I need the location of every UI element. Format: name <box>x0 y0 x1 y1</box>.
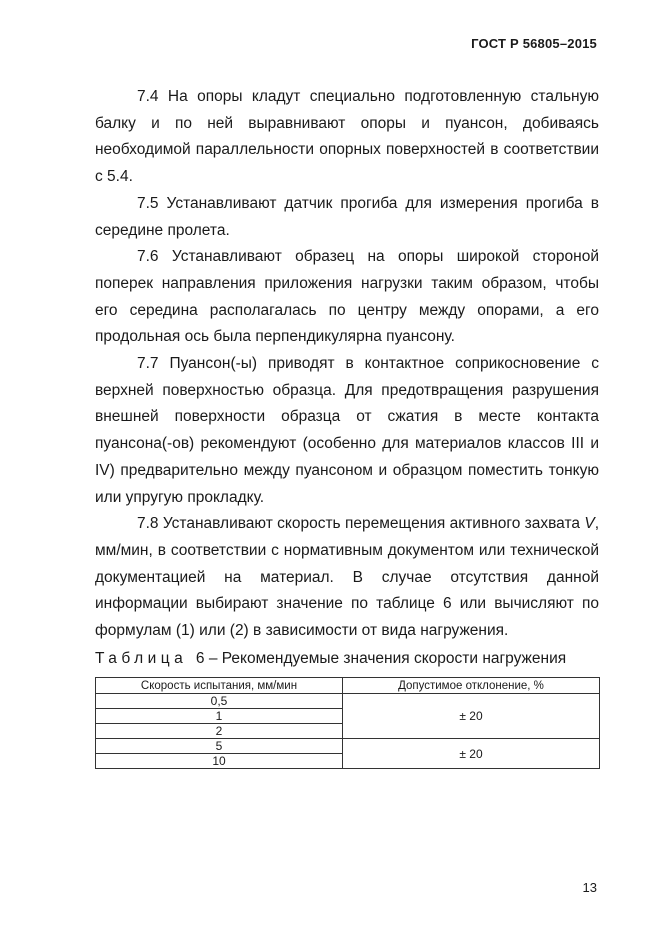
table-row <box>96 694 600 709</box>
body-text <box>95 84 599 645</box>
header-speed: Скорость испытания, мм/мин <box>96 678 343 694</box>
speed-cell: 2 <box>96 724 343 739</box>
table-header-row <box>96 678 600 694</box>
tolerance-cell: ± 20 <box>343 694 600 739</box>
speed-cell: 0,5 <box>96 694 343 709</box>
table-row <box>96 739 600 754</box>
table-caption <box>95 649 599 669</box>
paragraph-7-7: 7.7 Пуансон(-ы) приводят в контактное соприкосновение с верхней поверхностью образца. Для предотвращения разрушения внешней поверхности образца от сжатия в месте контакта пуансона(-ов) рекомендуют (особенно для материалов классов III и IV) предварительно между пуансоном и образцом поместить тонкую или упругую прокладку. <box>95 355 599 506</box>
page-number: 13 <box>582 880 597 895</box>
speed-cell: 10 <box>96 754 343 769</box>
paragraph-7-6: 7.6 Устанавливают образец на опоры широкой стороной поперек направления приложения нагрузки таким образом, чтобы его середина располагалась по центру между опорами, а его продольная ось была перпендикулярна пуансону. <box>95 248 599 346</box>
paragraph-7-4: 7.4 На опоры кладут специально подготовленную стальную балку и по ней выравнивают опоры и пуансон, добиваясь необходимой параллельности опорных поверхностей в соответствии с 5.4. <box>95 88 599 186</box>
document-code: ГОСТ Р 56805–2015 <box>471 36 597 51</box>
velocity-symbol: V <box>584 515 595 533</box>
table-caption-title: 6 – Рекомендуемые значения скорости нагружения <box>195 650 567 667</box>
tolerance-cell: ± 20 <box>343 739 600 769</box>
paragraph-7-8-start: 7.8 Устанавливают скорость перемещения активного захвата <box>137 515 585 533</box>
speed-table <box>95 677 600 769</box>
paragraph-7-8-end: , мм/мин, в соответствии с нормативным документом или технической документацией на материал. В случае отсутствия данной информации выбирают значение по таблице 6 или вычисляют по формулам (1) или (2) в зависимости от вида нагружения. <box>95 515 599 640</box>
paragraph-7-5: 7.5 Устанавливают датчик прогиба для измерения прогиба в середине пролета. <box>95 194 599 239</box>
header-tolerance: Допустимое отклонение, % <box>343 678 600 694</box>
table-caption-word: Таблица <box>95 650 188 667</box>
paragraph-7-8 <box>95 511 599 645</box>
speed-cell: 1 <box>96 709 343 724</box>
speed-cell: 5 <box>96 739 343 754</box>
